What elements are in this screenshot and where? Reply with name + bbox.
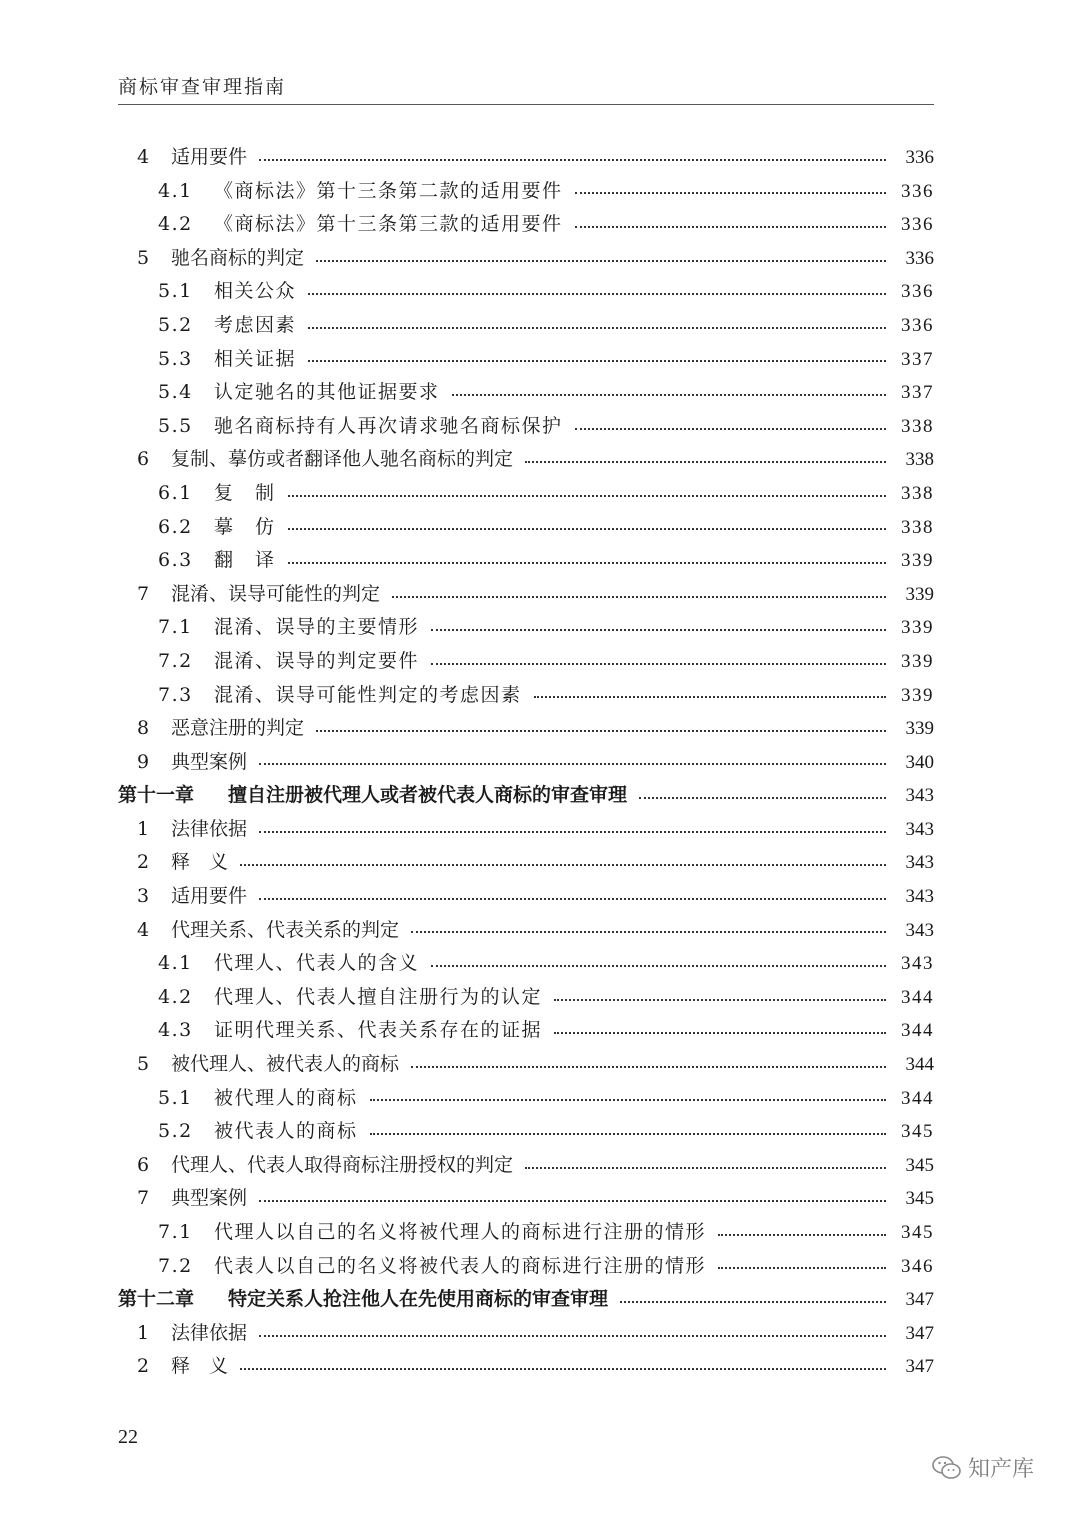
toc-entry-page: 336 [901,314,934,336]
toc-entry [118,511,934,545]
dot-leader [534,696,886,698]
dot-leader [575,226,886,228]
toc-entry [118,578,934,612]
toc-entry-title: 恶意注册的判定 [171,717,305,740]
toc-entry-number: 1 [137,817,150,840]
dot-leader [370,1133,886,1135]
dot-leader [431,663,886,665]
toc-entry-number: 7 [137,582,150,605]
toc-entry-page: 347 [905,1289,934,1311]
toc-entry [118,1182,934,1216]
toc-entry-number: 8 [137,717,150,740]
toc-entry-number: 7.2 [158,1254,193,1277]
toc-entry-number: 4.1 [158,179,193,202]
toc-entry-title: 翻 译 [214,549,276,572]
toc-entry-number: 6 [137,1153,150,1176]
toc-entry-number: 4.1 [158,952,193,975]
dot-leader [575,192,886,194]
toc-entry-number: 5 [137,246,150,269]
toc-entry-number: 4.3 [158,1019,193,1042]
toc-entry [118,981,934,1015]
toc-entry [118,309,934,343]
toc-entry-number: 4 [137,146,150,168]
toc-entry-title: 摹 仿 [214,515,276,538]
toc-entry-title: 特定关系人抢注他人在先使用商标的审查审理 [228,1288,609,1311]
toc-chapter-entry [118,779,934,813]
toc-entry-title: 《商标法》第十三条第二款的适用要件 [214,179,563,202]
dot-leader [288,495,886,497]
toc-entry-title: 认定驰名的其他证据要求 [214,381,440,404]
dot-leader [718,1234,886,1236]
toc-entry-number: 3 [137,885,150,908]
toc-entry-title: 混淆、误导可能性的判定 [171,582,381,605]
toc-entry [118,1350,934,1384]
dot-leader [259,1335,886,1337]
toc-entry-title: 混淆、误导的判定要件 [214,649,420,672]
dot-leader [392,596,886,598]
toc-entry-page: 338 [901,415,934,437]
toc-entry [118,914,934,948]
toc-entry-title: 考虑因素 [214,313,297,336]
toc-entry-page: 345 [901,1222,934,1243]
toc-entry-number: 5.1 [158,280,193,303]
toc-entry-page: 343 [901,953,934,975]
toc-entry-page: 344 [901,986,934,1008]
toc-entry [118,343,934,377]
toc-entry-number: 6.2 [158,515,193,538]
toc-entry-page: 344 [901,1087,934,1109]
table-of-contents [118,141,934,1384]
toc-entry-page: 336 [901,180,934,202]
toc-entry-title: 复 制 [214,481,276,504]
toc-entry-title: 代表人以自己的名义将被代表人的商标进行注册的情形 [214,1254,707,1277]
toc-entry-title: 释 义 [171,1355,229,1378]
dot-leader [259,159,886,161]
dot-leader [718,1267,886,1269]
wechat-icon [932,1455,962,1481]
toc-entry-number: 5.1 [158,1086,193,1109]
dot-leader [240,1368,886,1370]
toc-entry-number: 6.3 [158,549,193,572]
dot-leader [288,562,886,564]
toc-entry-title: 驰名商标的判定 [171,246,305,269]
toc-entry-page: 345 [901,1121,934,1143]
dot-leader [639,797,886,799]
toc-entry-page: 336 [901,281,934,303]
dot-leader [259,1200,886,1202]
toc-entry-page: 337 [901,348,934,370]
toc-entry-number: 4.2 [158,985,193,1008]
dot-leader [308,293,886,295]
toc-entry-number: 5.3 [158,347,193,370]
toc-entry-page: 344 [901,1020,934,1042]
dot-leader [575,428,886,430]
dot-leader [240,864,886,866]
toc-entry-title: 释 义 [171,851,229,874]
toc-entry [118,712,934,746]
toc-entry [118,880,934,914]
toc-entry-page: 339 [901,650,934,672]
toc-entry-page: 339 [901,617,934,639]
dot-leader [259,763,886,765]
toc-entry-page: 339 [901,550,934,572]
toc-entry-page: 344 [905,1054,934,1076]
dot-leader [411,931,886,933]
toc-entry-page: 343 [905,785,934,807]
toc-entry-number: 4 [137,918,150,941]
dot-leader [431,965,886,967]
toc-entry-number: 第十二章 [118,1288,195,1311]
dot-leader [620,1301,886,1303]
toc-entry-number: 7 [137,1187,150,1210]
toc-entry-number: 2 [137,851,150,874]
toc-entry-title: 典型案例 [171,750,248,773]
toc-entry-number: 7.1 [158,1221,193,1243]
toc-entry [118,208,934,242]
toc-entry-number: 第十一章 [118,784,195,807]
toc-entry-page: 339 [901,684,934,706]
toc-entry [118,679,934,713]
toc-entry-page: 345 [905,1154,934,1176]
toc-entry [118,1149,934,1183]
toc-entry [118,746,934,780]
toc-entry [118,1048,934,1082]
header-rule [118,104,934,105]
dot-leader [308,327,886,329]
toc-entry-number: 2 [137,1355,150,1378]
toc-entry [118,443,934,477]
toc-entry-title: 被代表人的商标 [214,1120,358,1143]
toc-entry-page: 346 [901,1255,934,1277]
toc-entry-page: 337 [901,382,934,404]
dot-leader [288,528,886,530]
watermark-text: 知产库 [968,1457,1035,1482]
toc-entry-page: 338 [905,449,934,471]
dot-leader [525,461,886,463]
watermark [932,1452,1034,1483]
toc-entry [118,175,934,209]
toc-entry-title: 复制、摹仿或者翻译他人驰名商标的判定 [171,448,514,471]
toc-entry-page: 336 [905,247,934,269]
toc-entry-page: 340 [905,751,934,773]
toc-entry [118,1250,934,1284]
toc-entry-title: 代理关系、代表关系的判定 [171,918,400,941]
toc-entry-title: 相关公众 [214,280,297,303]
toc-entry [118,1216,934,1250]
page-number: 22 [118,1426,138,1448]
toc-entry-title: 法律依据 [171,1321,248,1344]
toc-entry [118,1082,934,1116]
toc-entry-page: 343 [905,852,934,874]
toc-entry [118,846,934,880]
toc-entry [118,1014,934,1048]
toc-entry [118,1317,934,1351]
dot-leader [370,1099,886,1101]
toc-entry [118,611,934,645]
toc-entry-title: 代理人、代表人取得商标注册授权的判定 [171,1153,514,1176]
toc-entry-title: 证明代理关系、代表关系存在的证据 [214,1019,543,1042]
toc-entry-number: 7.2 [158,649,193,672]
toc-entry [118,544,934,578]
dot-leader [259,831,886,833]
toc-entry [118,813,934,847]
dot-leader [259,898,886,900]
toc-entry-number: 9 [137,750,150,773]
toc-entry-title: 《商标法》第十三条第三款的适用要件 [214,213,563,236]
dot-leader [316,730,886,732]
dot-leader [452,394,886,396]
toc-entry-title: 擅自注册被代理人或者被代表人商标的审查审理 [228,784,628,807]
toc-entry-title: 适用要件 [171,146,248,168]
toc-entry-page: 343 [905,886,934,908]
toc-entry-title: 法律依据 [171,817,248,840]
toc-entry-page: 338 [901,516,934,538]
toc-entry [118,947,934,981]
toc-entry-number: 5.4 [158,381,193,404]
toc-entry-title: 混淆、误导的主要情形 [214,616,420,639]
toc-entry [118,645,934,679]
toc-entry-page: 336 [905,147,934,168]
dot-leader [525,1167,886,1169]
toc-entry-number: 6.1 [158,481,193,504]
toc-entry-page: 347 [905,1356,934,1378]
toc-entry [118,275,934,309]
toc-entry-title: 代理人、代表人擅自注册行为的认定 [214,985,543,1008]
toc-entry-number: 5.2 [158,1120,193,1143]
toc-entry-title: 适用要件 [171,885,248,908]
toc-entry [118,141,934,175]
dot-leader [554,999,886,1001]
dot-leader [316,260,886,262]
toc-entry-page: 336 [901,214,934,236]
dot-leader [431,629,886,631]
toc-entry-number: 5.5 [158,414,193,437]
toc-entry-title: 被代理人的商标 [214,1086,358,1109]
toc-entry [118,477,934,511]
toc-entry [118,242,934,276]
toc-entry-page: 345 [905,1188,934,1210]
toc-entry-page: 347 [905,1322,934,1344]
toc-entry-title: 相关证据 [214,347,297,370]
toc-entry-title: 代理人、代表人的含义 [214,952,420,975]
toc-entry [118,376,934,410]
toc-entry-page: 343 [905,818,934,840]
toc-entry-page: 338 [901,482,934,504]
running-header: 商标审查审理指南 [118,76,287,98]
toc-entry-title: 被代理人、被代表人的商标 [171,1053,400,1076]
toc-chapter-entry [118,1283,934,1317]
dot-leader [411,1066,886,1068]
toc-entry-number: 4.2 [158,213,193,236]
toc-entry-page: 339 [905,718,934,740]
toc-entry [118,410,934,444]
toc-entry-number: 7.1 [158,616,193,639]
toc-entry-page: 343 [905,919,934,941]
toc-entry-number: 5 [137,1053,150,1076]
toc-entry-number: 6 [137,448,150,471]
toc-entry-page: 339 [905,583,934,605]
toc-entry-title: 典型案例 [171,1187,248,1210]
toc-entry-title: 驰名商标持有人再次请求驰名商标保护 [214,414,563,437]
dot-leader [308,360,886,362]
toc-entry-number: 1 [137,1321,150,1344]
dot-leader [554,1032,886,1034]
toc-entry [118,1115,934,1149]
toc-entry-number: 7.3 [158,683,193,706]
toc-entry-number: 5.2 [158,313,193,336]
toc-entry-title: 代理人以自己的名义将被代理人的商标进行注册的情形 [214,1221,707,1243]
toc-entry-title: 混淆、误导可能性判定的考虑因素 [214,683,522,706]
